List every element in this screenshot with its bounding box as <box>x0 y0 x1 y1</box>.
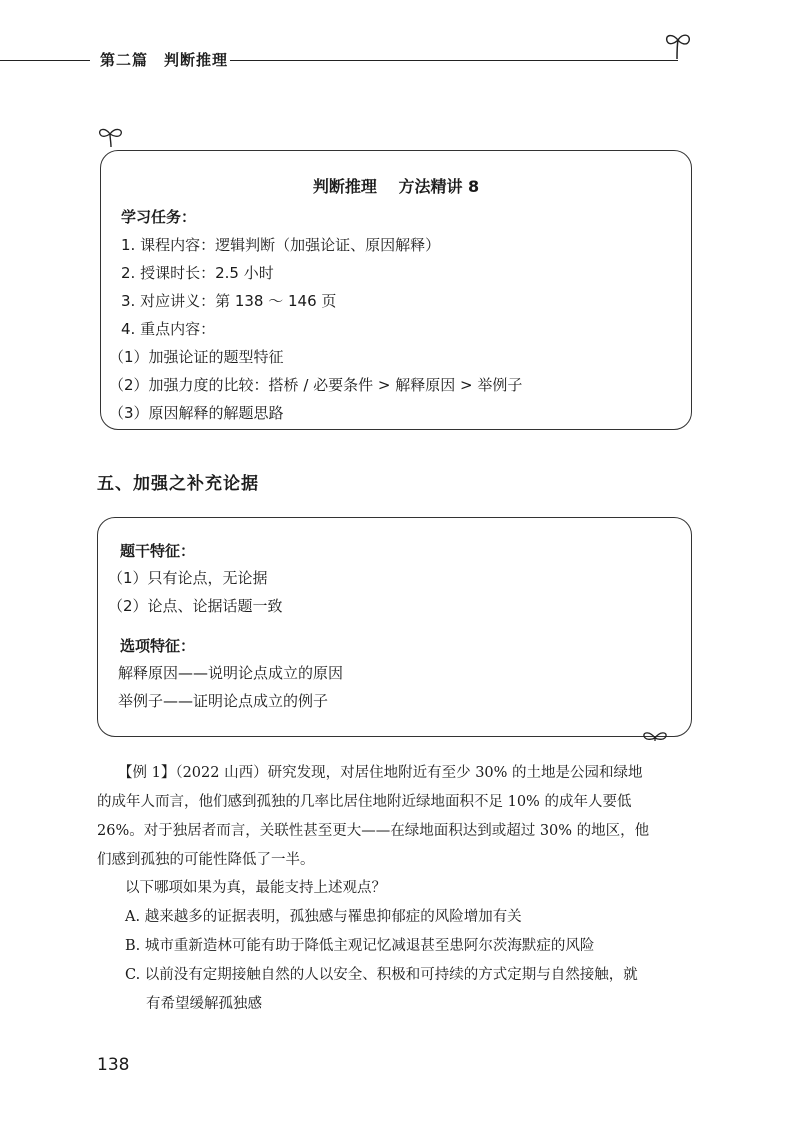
option-c: C. 以前没有定期接触自然的人以安全、积极和可持续的方式定期与自然接触，就 <box>125 967 638 983</box>
option-b: B. 城市重新造林可能有助于降低主观记忆减退甚至患阿尔茨海默症的风险 <box>125 938 595 954</box>
option-feature-label: 选项特征： <box>120 637 196 655</box>
example-line: 的成年人而言，他们感到孤独的几率比居住地附近绿地面积不足 10% 的成年人要低 <box>97 794 632 810</box>
lesson-title <box>101 174 691 197</box>
option-c-continued: 有希望缓解孤独感 <box>146 996 262 1012</box>
section-heading: 五、加强之补充论据 <box>97 474 259 494</box>
feature-box <box>97 517 692 737</box>
task-item: 1. 课程内容：逻辑判断（加强论证、原因解释） <box>121 236 441 254</box>
stem-feature-label: 题干特征： <box>120 542 196 560</box>
option-feature-item: 举例子——证明论点成立的例子 <box>118 692 329 710</box>
chapter-header: 第二篇 判断推理 <box>100 51 229 69</box>
header-rule-right <box>230 60 678 61</box>
stem-feature-item: （1）只有论点，无论据 <box>108 569 268 587</box>
page-number: 138 <box>97 1055 130 1075</box>
task-item: 3. 对应讲义：第 138 ～ 146 页 <box>121 292 337 310</box>
task-item: 4. 重点内容： <box>121 320 216 338</box>
task-subitem: （3）原因解释的解题思路 <box>109 404 284 422</box>
example-line: 们感到孤独的可能性降低了一半。 <box>97 852 315 868</box>
lesson-title-right: 方法精讲 8 <box>398 177 480 196</box>
task-subitem: （2）加强力度的比较：搭桥 / 必要条件 > 解释原因 > 举例子 <box>109 376 523 394</box>
sprout-icon <box>96 124 126 148</box>
lesson-plan-box <box>100 150 692 430</box>
example-line: 【例 1】（2022 山西）研究发现，对居住地附近有至少 30% 的土地是公园和绿地 <box>118 765 643 781</box>
task-label: 学习任务： <box>121 208 197 226</box>
lesson-title-left: 判断推理 <box>312 177 377 196</box>
header-rule-left <box>0 60 90 61</box>
question-stem: 以下哪项如果为真，最能支持上述观点？ <box>125 880 386 896</box>
task-subitem: （1）加强论证的题型特征 <box>109 348 284 366</box>
option-a: A. 越来越多的证据表明，孤独感与罹患抑郁症的风险增加有关 <box>125 909 522 925</box>
example-line: 26%。对于独居者而言，关联性甚至更大——在绿地面积达到或超过 30% 的地区，他 <box>97 823 650 839</box>
stem-feature-item: （2）论点、论据话题一致 <box>108 597 283 615</box>
sprout-icon <box>640 722 670 742</box>
option-feature-item: 解释原因——说明论点成立的原因 <box>118 664 344 682</box>
sprout-icon <box>660 30 694 60</box>
task-item: 2. 授课时长：2.5 小时 <box>121 264 274 282</box>
